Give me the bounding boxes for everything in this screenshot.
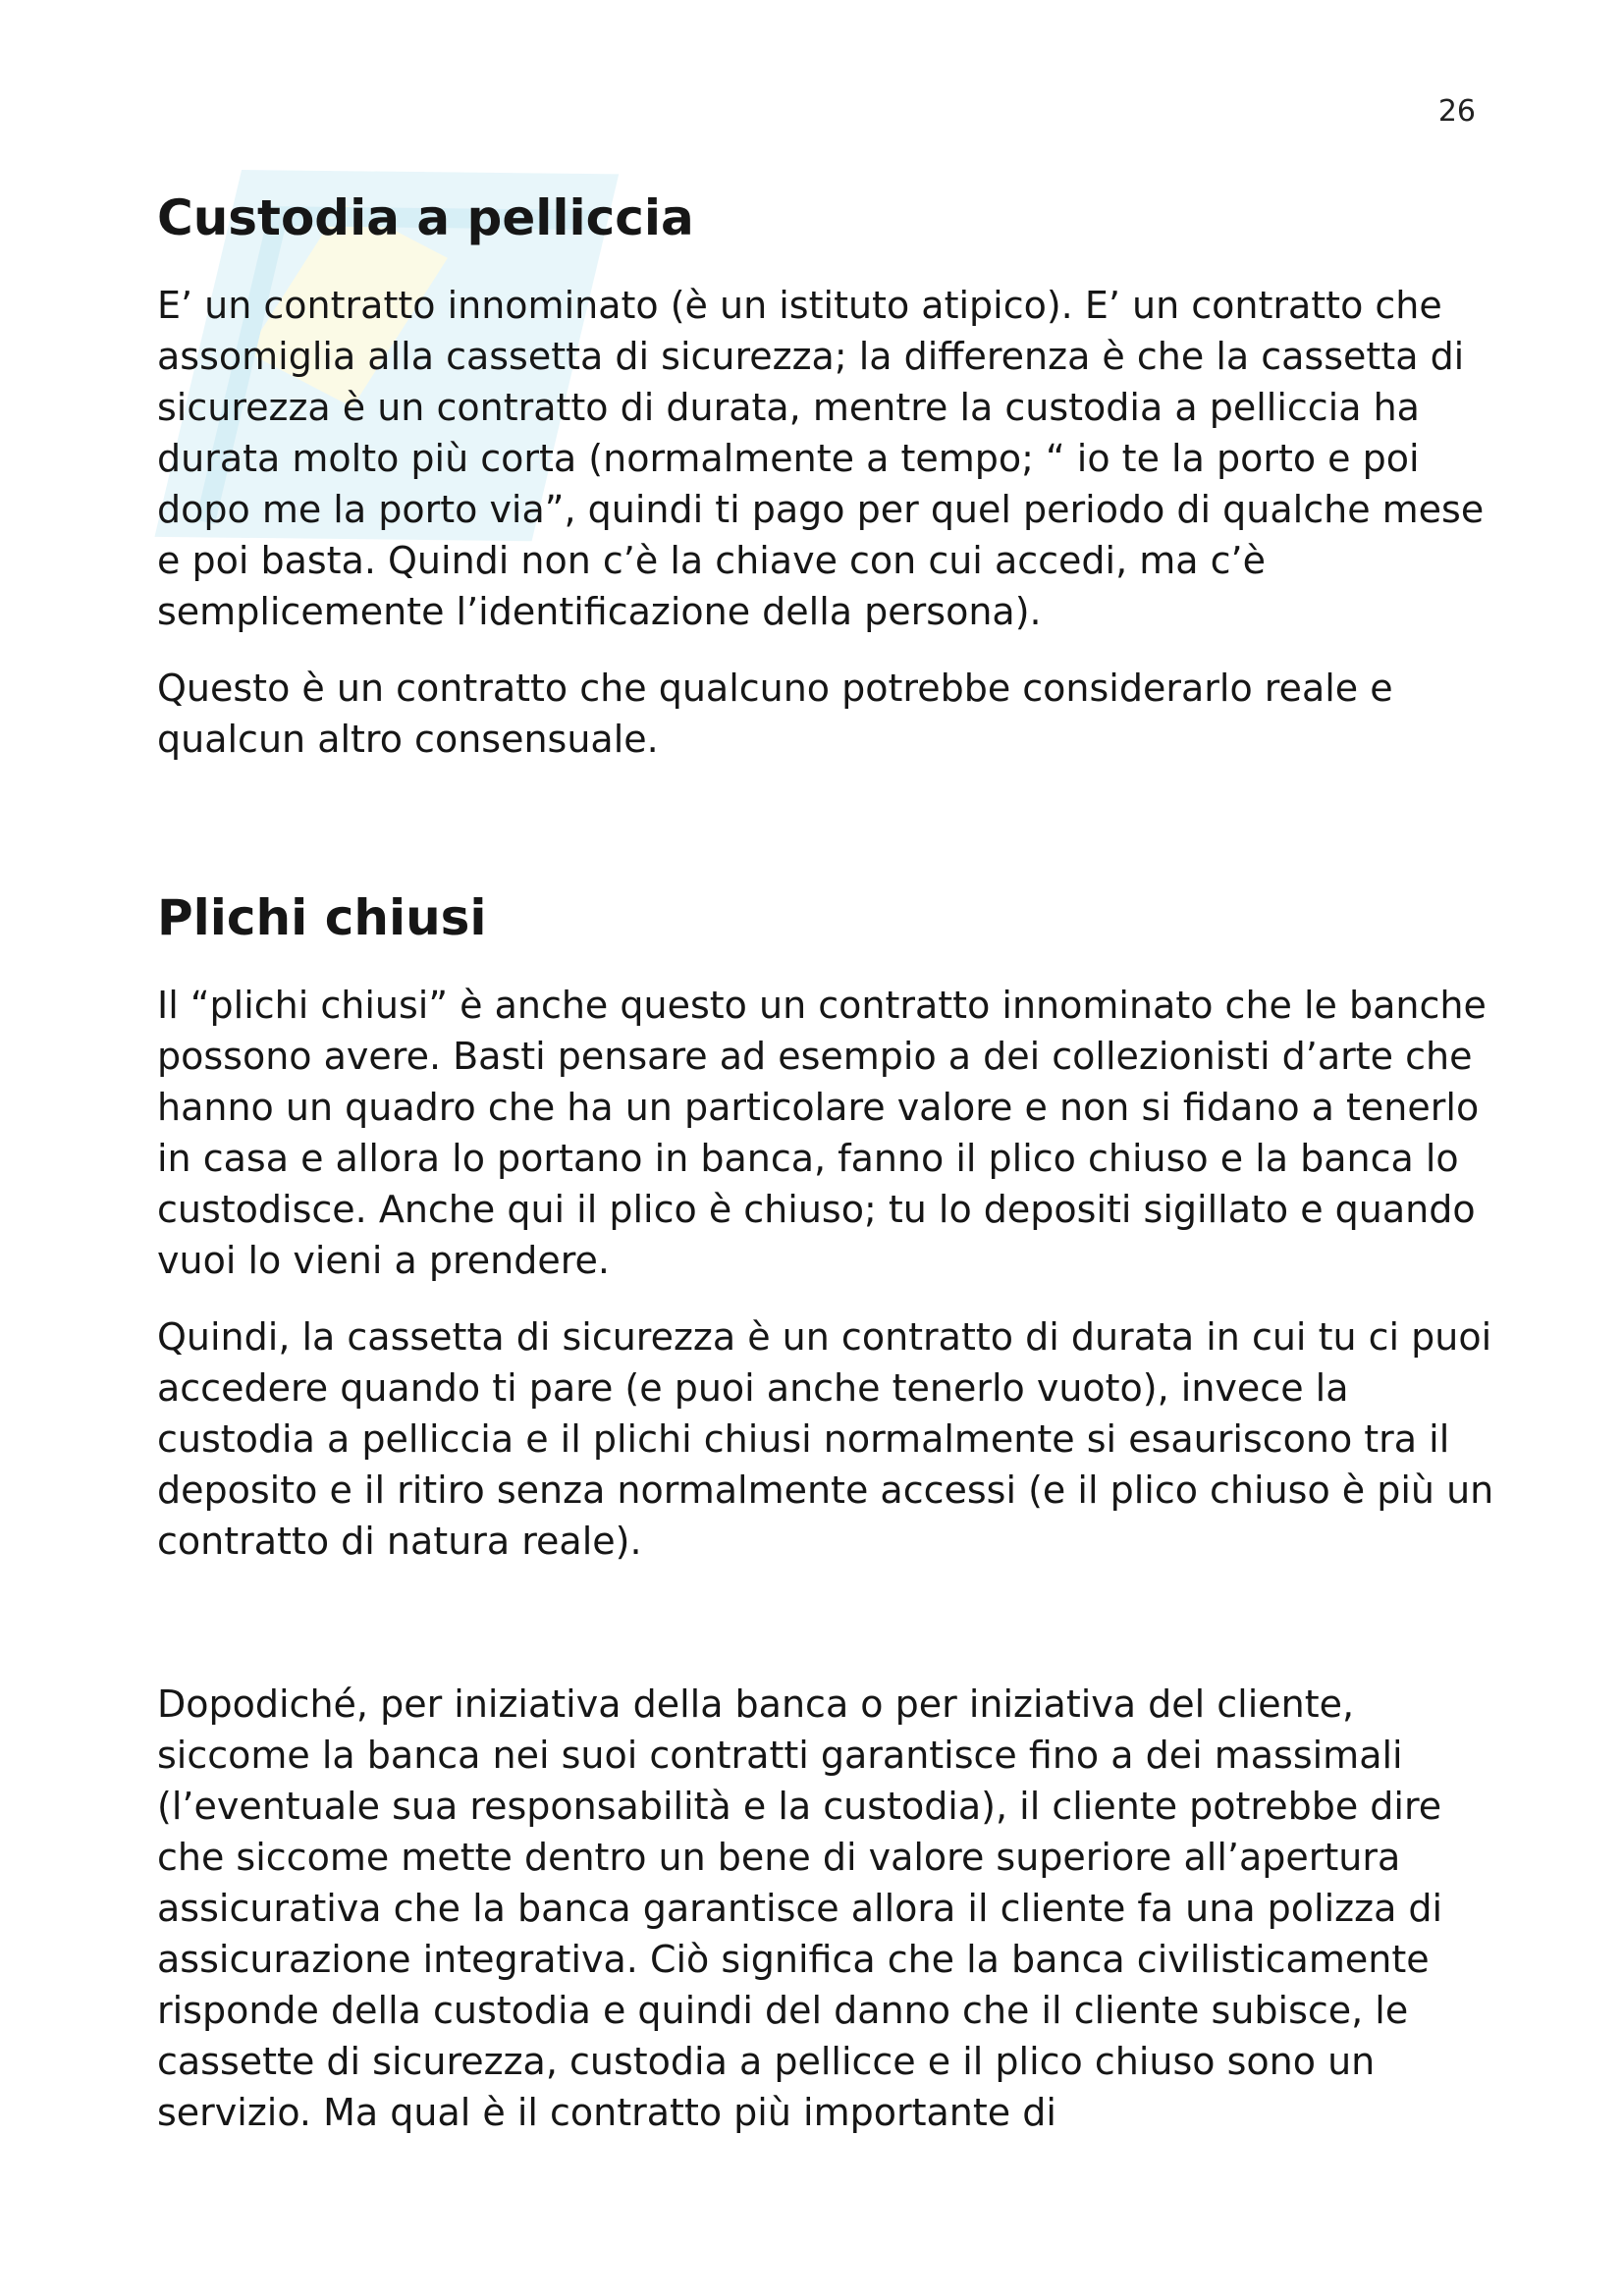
document-body (157, 187, 1502, 2163)
paragraph: E’ un contratto innominato (è un istituto atipico). E’ un contratto che assomiglia alla cassetta di sicurezza; la differenza è che la cassetta di sicurezza è un contratto di durata, mentre la custodia a pelliccia ha durata molto più corta (normalmente a tempo; “ io te la porto e poi dopo me la porto via”, quindi ti pago per quel periodo di qualche mese e poi basta. Quindi non c’è la chiave con cui accedi, ma c’è semplicemente l’identificazione della persona). (157, 284, 1485, 633)
section-heading-custodia: Custodia a pelliccia (157, 189, 694, 246)
paragraph: Questo è un contratto che qualcuno potrebbe considerarlo reale e qualcun altro consensuale. (157, 667, 1393, 761)
page-number: 26 (1437, 94, 1476, 129)
paragraph: Dopodiché, per iniziativa della banca o per iniziativa del cliente, siccome la banca nei suoi contratti garantisce fino a dei massimali (l’eventuale sua responsabilità e la custodia), il cliente potrebbe dire che siccome mette dentro un bene di valore superiore all’apertura assicurativa che la banca garantisce allora il cliente fa una polizza di assicurazione integrativa. Ciò significa che la banca civilisticamente risponde della custodia e quindi del danno che il cliente subisce, le cassette di sicurezza, custodia a pellicce e il plico chiuso sono un servizio. Ma qual è il contratto più importante di (157, 1682, 1443, 2134)
paragraph: Il “plichi chiusi” è anche questo un contratto innominato che le banche possono avere. Basti pensare ad esempio a dei collezionisti d’arte che hanno un quadro che ha un particolare valore e non si fidano a tenerlo in casa e allora lo portano in banca, fanno il plico chiuso e la banca lo custodisce. Anche qui il plico è chiuso; tu lo depositi sigillato e quando vuoi lo vieni a prendere. (157, 984, 1487, 1282)
paragraph: Quindi, la cassetta di sicurezza è un contratto di durata in cui tu ci puoi accedere quando ti pare (e puoi anche tenerlo vuoto), invece la custodia a pelliccia e il plichi chiusi normalmente si esauriscono tra il deposito e il ritiro senza normalmente accessi (e il plico chiuso è più un contratto di natura reale). (157, 1315, 1494, 1563)
section-heading-plichi: Plichi chiusi (157, 889, 487, 946)
